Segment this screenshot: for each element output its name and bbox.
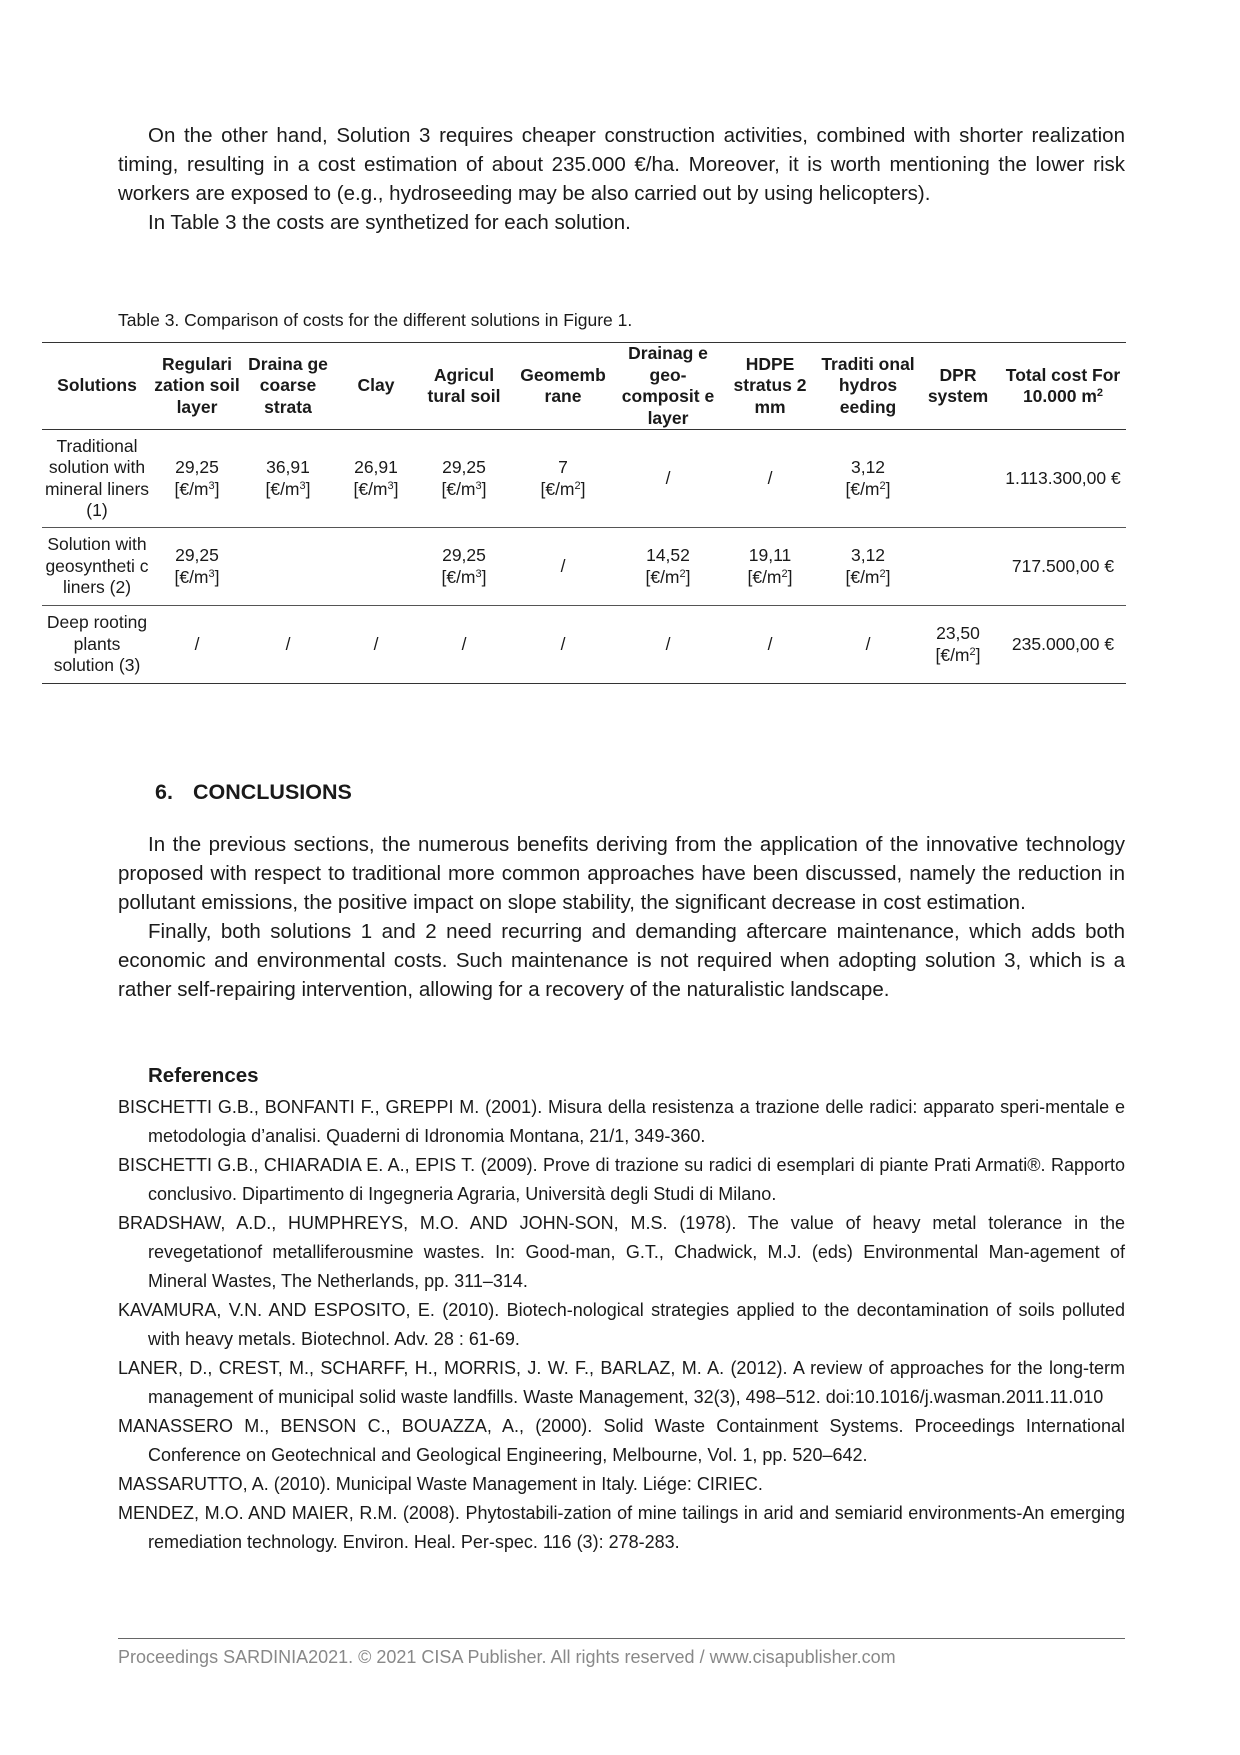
header-cell: Geomemb rane	[510, 343, 616, 430]
table-cell	[152, 606, 242, 684]
table-body	[42, 430, 1126, 684]
table-row	[42, 430, 1126, 528]
table-cell	[616, 528, 720, 606]
table-cell	[510, 430, 616, 528]
reference-item: BRADSHAW, A.D., HUMPHREYS, M.O. AND JOHN-SON, M.S. (1978). The value of heavy metal tolerance in the revegetationof metalliferousmine wastes. In: Good-man, G.T., Chadwick, M.J. (eds) Environmental Man-agement of Mineral Wastes, The Netherlands, pp. 311–314.	[118, 1213, 1125, 1291]
table-cell	[334, 606, 418, 684]
cell-value: 717.500,00 €	[1011, 555, 1115, 576]
cell-unit-close: ]	[580, 478, 586, 499]
cell-value: /	[560, 555, 566, 576]
header-cell: Solutions	[42, 343, 152, 430]
table-cell	[242, 528, 334, 606]
table-cell	[720, 528, 820, 606]
reference-item: BISCHETTI G.B., BONFANTI F., GREPPI M. (2001). Misura della resistenza a trazione delle radici: apparato speri-mentale e metodologia d’analisi. Quaderni di Idronomia Montana, 21/1, 349-360.	[118, 1097, 1125, 1146]
table-row	[42, 606, 1126, 684]
section-title: CONCLUSIONS	[193, 780, 352, 804]
table-cell	[418, 430, 510, 528]
total-cost-label: Total cost For 10.000 m	[1005, 364, 1121, 406]
cell-unit-exponent: 2	[781, 567, 788, 580]
cell-unit-exponent: 3	[299, 479, 306, 492]
cell-unit: [€/m	[265, 478, 300, 499]
cell-unit-exponent: 2	[574, 479, 581, 492]
cell-unit-exponent: 3	[387, 479, 394, 492]
cell-value: 26,91	[354, 457, 398, 477]
cell-value: /	[865, 633, 871, 654]
header-cell-total-cost	[1000, 343, 1126, 430]
table-cell	[916, 430, 1000, 528]
total-cost-exponent: 2	[1096, 387, 1104, 399]
intro-paragraphs	[118, 121, 1125, 237]
table-cell	[1000, 430, 1126, 528]
cell-value: 235.000,00 €	[1011, 633, 1115, 654]
conclusions-paragraphs	[118, 830, 1125, 1004]
table-cell	[916, 528, 1000, 606]
cell-unit-exponent: 3	[475, 479, 482, 492]
row-label: Solution with geosyntheti c liners (2)	[42, 528, 152, 606]
section-heading	[155, 780, 352, 805]
table-cell	[334, 528, 418, 606]
header-cell: Draina ge coarse strata	[242, 343, 334, 430]
cell-unit: [€/m	[174, 478, 209, 499]
footer-text: Proceedings SARDINIA2021. © 2021 CISA Publisher. All rights reserved / www.cisapublisher.com	[118, 1647, 896, 1667]
cell-value: 14,52	[646, 545, 690, 565]
table-cell	[820, 430, 916, 528]
cell-unit-exponent: 3	[208, 567, 215, 580]
cell-unit: [€/m	[845, 566, 880, 587]
table-cell	[820, 606, 916, 684]
row-label: Deep rooting plants solution (3)	[42, 606, 152, 684]
cell-unit-close: ]	[885, 478, 891, 499]
header-cell: Clay	[334, 343, 418, 430]
reference-item: MASSARUTTO, A. (2010). Municipal Waste Management in Italy. Liége: CIRIEC.	[118, 1474, 763, 1494]
table-row	[42, 528, 1126, 606]
cell-unit: [€/m	[441, 478, 476, 499]
cell-value: 29,25	[175, 545, 219, 565]
cell-unit: [€/m	[845, 478, 880, 499]
table-cell	[242, 606, 334, 684]
cell-value: /	[461, 633, 467, 654]
cell-value: 19,11	[748, 545, 792, 565]
cell-unit-exponent: 3	[208, 479, 215, 492]
cell-value: 29,25	[442, 545, 486, 565]
cell-unit: [€/m	[540, 478, 575, 499]
cell-unit: [€/m	[747, 566, 782, 587]
cell-value: /	[665, 633, 671, 654]
table-cell	[720, 606, 820, 684]
conclusions-paragraph-1: In the previous sections, the numerous benefits deriving from the application of the innovative technology proposed with respect to traditional more common approaches have been discussed, namely the reduction in pollutant emissions, the positive impact on slope stability, the significant decrease in cost estimation.	[118, 833, 1125, 914]
table-cell	[720, 430, 820, 528]
cost-comparison-table	[42, 342, 1126, 684]
cell-unit: [€/m	[353, 478, 388, 499]
section-number: 6.	[155, 780, 173, 804]
cell-value: 29,25	[442, 457, 486, 477]
cell-value: 23,50	[936, 623, 980, 643]
cell-unit-close: ]	[885, 566, 891, 587]
table-cell	[616, 430, 720, 528]
cell-unit-close: ]	[481, 478, 487, 499]
cell-unit-close: ]	[393, 478, 399, 499]
cell-unit-close: ]	[214, 478, 220, 499]
cell-value: 36,91	[266, 457, 310, 477]
cell-value: /	[285, 633, 291, 654]
cell-unit-close: ]	[975, 644, 981, 665]
table-cell	[1000, 528, 1126, 606]
references-heading: References	[148, 1064, 259, 1087]
cell-unit: [€/m	[441, 566, 476, 587]
reference-item: KAVAMURA, V.N. AND ESPOSITO, E. (2010). Biotech-nological strategies applied to the decontamination of soils polluted with heavy metals. Biotechnol. Adv. 28 : 61-69.	[118, 1300, 1125, 1349]
row-label: Traditional solution with mineral liners (1)	[42, 430, 152, 528]
cell-unit: [€/m	[935, 644, 970, 665]
cell-unit-close: ]	[685, 566, 691, 587]
cell-value: 1.113.300,00 €	[1005, 467, 1121, 488]
cell-value: 3,12	[850, 457, 886, 477]
cell-unit: [€/m	[174, 566, 209, 587]
header-cell: Traditi onal hydros eeding	[820, 343, 916, 430]
reference-item: LANER, D., CREST, M., SCHARFF, H., MORRIS, J. W. F., BARLAZ, M. A. (2012). A review of approaches for the long-term management of municipal solid waste landfills. Waste Management, 32(3), 498–512. doi:10.1016/j.wasman.2011.11.010	[118, 1358, 1125, 1407]
cell-unit-exponent: 3	[475, 567, 482, 580]
table-cell	[418, 606, 510, 684]
cell-value: 3,12	[850, 545, 886, 565]
intro-paragraph-1: On the other hand, Solution 3 requires cheaper construction activities, combined with shorter realization timing, resulting in a cost estimation of about 235.000 €/ha. Moreover, it is worth mentioning the lower risk workers are exposed to (e.g., hydroseeding may be also carried out by using helicopters).	[118, 124, 1125, 205]
cell-value: /	[194, 633, 200, 654]
conclusions-paragraph-2: Finally, both solutions 1 and 2 need recurring and demanding aftercare maintenance, which adds both economic and environmental costs. Such maintenance is not required when adopting solution 3, which is a rather self-repairing intervention, allowing for a recovery of the naturalistic landscape.	[118, 920, 1125, 1001]
cell-value: 29,25	[175, 457, 219, 477]
table-cell	[418, 528, 510, 606]
cell-unit-close: ]	[787, 566, 793, 587]
header-cell: Regulari zation soil layer	[152, 343, 242, 430]
cell-unit-exponent: 2	[679, 567, 686, 580]
table-cell	[1000, 606, 1126, 684]
table-cell	[334, 430, 418, 528]
cell-unit-close: ]	[214, 566, 220, 587]
table-cell	[242, 430, 334, 528]
cell-unit-exponent: 2	[879, 567, 886, 580]
table-cell	[820, 528, 916, 606]
reference-item: MANASSERO M., BENSON C., BOUAZZA, A., (2000). Solid Waste Containment Systems. Proceedings International Conference on Geotechnical and Geological Engineering, Melbourne, Vol. 1, pp. 520–642.	[118, 1416, 1125, 1465]
reference-list	[118, 1093, 1125, 1557]
cell-value: /	[560, 633, 566, 654]
cell-unit-exponent: 2	[969, 645, 976, 658]
footer-divider	[118, 1638, 1125, 1639]
reference-item: BISCHETTI G.B., CHIARADIA E. A., EPIS T. (2009). Prove di trazione su radici di esemplari di piante Prati Armati®. Rapporto conclusivo. Dipartimento di Ingegneria Agraria, Università degli Studi di Milano.	[118, 1155, 1125, 1204]
cell-value: /	[767, 467, 773, 488]
cell-unit-close: ]	[481, 566, 487, 587]
header-cell: Agricul tural soil	[418, 343, 510, 430]
cell-unit-close: ]	[305, 478, 311, 499]
cell-unit: [€/m	[645, 566, 680, 587]
header-cell: HDPE stratus 2 mm	[720, 343, 820, 430]
cell-value: /	[767, 633, 773, 654]
table-header-row	[42, 343, 1126, 430]
table-cell	[510, 528, 616, 606]
table-cell	[510, 606, 616, 684]
cell-value: /	[665, 467, 671, 488]
reference-item: MENDEZ, M.O. AND MAIER, R.M. (2008). Phytostabili-zation of mine tailings in arid and semiarid environments-An emerging remediation technology. Environ. Heal. Per-spec. 116 (3): 278-283.	[118, 1503, 1125, 1552]
header-cell: Drainag e geo-composit e layer	[616, 343, 720, 430]
table-cell	[916, 606, 1000, 684]
table-cell	[152, 430, 242, 528]
table-cell	[616, 606, 720, 684]
cell-value: /	[373, 633, 379, 654]
cell-value: 7	[558, 457, 568, 477]
intro-paragraph-2: In Table 3 the costs are synthetized for each solution.	[148, 211, 631, 234]
header-cell: DPR system	[916, 343, 1000, 430]
table-caption: Table 3. Comparison of costs for the different solutions in Figure 1.	[118, 310, 633, 330]
table-cell	[152, 528, 242, 606]
cell-unit-exponent: 2	[879, 479, 886, 492]
